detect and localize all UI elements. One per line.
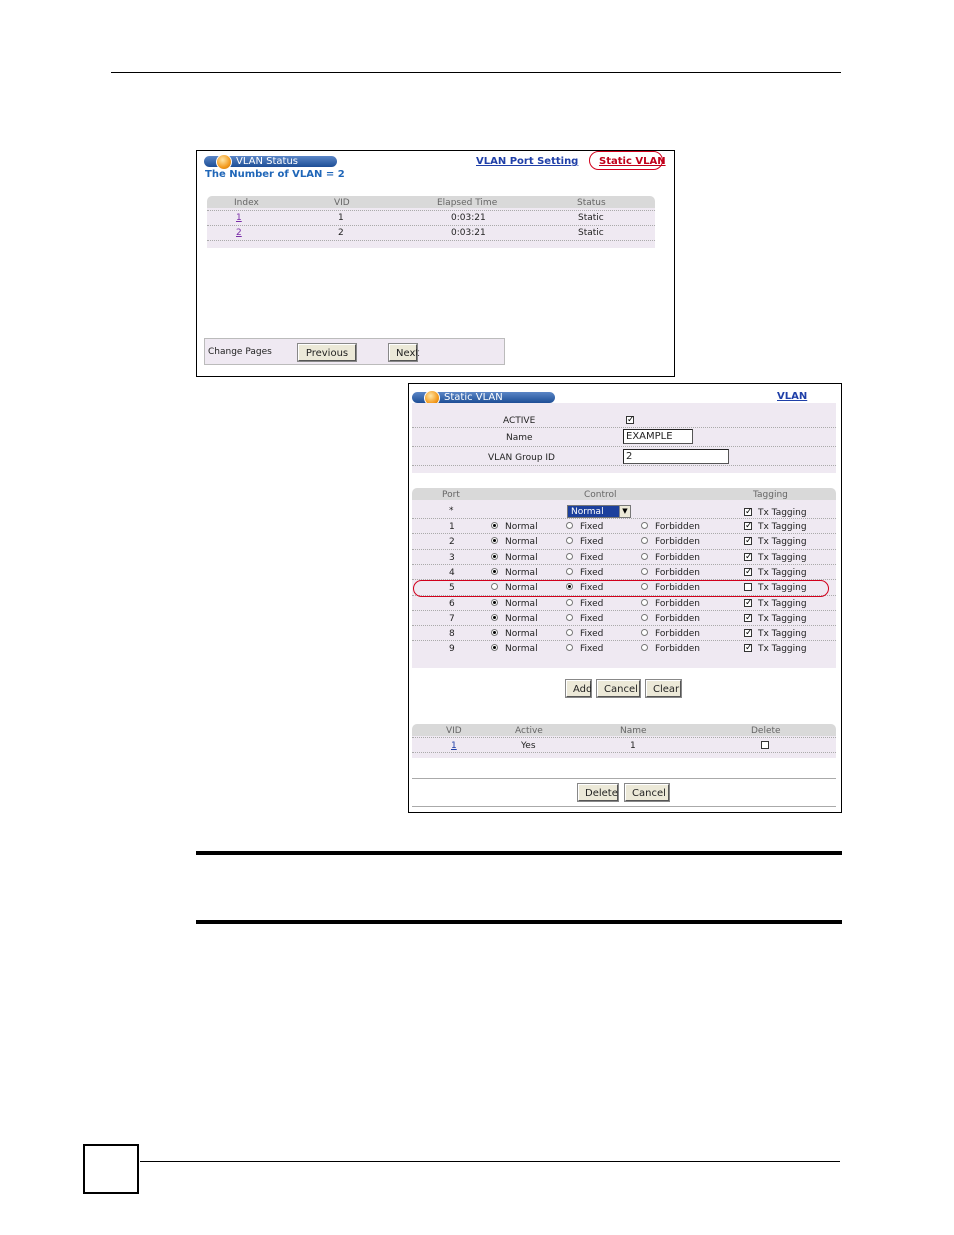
list-name: 1 [630, 741, 636, 751]
control-label-fixed: Fixed [580, 552, 604, 563]
tagging-label: Tx Tagging [758, 552, 807, 563]
previous-button[interactable]: Previous [298, 344, 356, 361]
control-radio-fixed[interactable] [566, 599, 573, 606]
control-label-forbidden: Forbidden [655, 567, 700, 578]
control-label-forbidden: Forbidden [655, 598, 700, 609]
highlight-oval [413, 580, 829, 597]
all-port-symbol: * [449, 506, 454, 516]
control-label-fixed: Fixed [580, 537, 604, 548]
control-radio-fixed[interactable] [566, 614, 573, 621]
name-input[interactable]: EXAMPLE [623, 429, 693, 444]
control-label-normal: Normal [505, 583, 538, 594]
control-label-forbidden: Forbidden [655, 613, 700, 624]
page-number-box [83, 1144, 139, 1194]
col-header-active: Active [515, 726, 543, 736]
cancel-button[interactable]: Cancel [597, 680, 640, 697]
tagging-label: Tx Tagging [758, 598, 807, 609]
control-radio-forbidden[interactable] [641, 522, 648, 529]
control-label-normal: Normal [505, 522, 538, 532]
control-radio-forbidden[interactable] [641, 553, 648, 560]
control-label-normal: Normal [505, 567, 538, 578]
control-radio-normal[interactable] [491, 614, 498, 621]
control-radio-forbidden[interactable] [641, 599, 648, 606]
static-vlan-title-pill [412, 392, 555, 403]
control-radio-normal[interactable] [491, 599, 498, 606]
port-number: 1 [449, 522, 455, 532]
control-label-normal: Normal [505, 598, 538, 609]
vlan-status-title-pill [204, 156, 337, 167]
row-status: Static [578, 213, 604, 223]
vlan-count-text: The Number of VLAN = 2 [205, 169, 345, 180]
port-number: 8 [449, 629, 455, 640]
row-vid: 1 [338, 213, 344, 223]
control-label-forbidden: Forbidden [655, 629, 700, 640]
tagging-checkbox[interactable]: ✓ [745, 628, 753, 639]
tagging-label: Tx Tagging [758, 537, 807, 548]
clear-button[interactable]: Clear [646, 680, 681, 697]
row-vid: 2 [338, 228, 344, 238]
control-label-fixed: Fixed [580, 613, 604, 624]
footer-rule [140, 1161, 840, 1162]
tagging-label: Tx Tagging [758, 583, 807, 594]
control-label-normal: Normal [505, 613, 538, 624]
control-label-normal: Normal [505, 537, 538, 548]
footer-divider [412, 778, 836, 779]
port-number: 9 [449, 644, 455, 655]
col-header-delete: Delete [751, 726, 781, 736]
all-tagging-label: Tx Tagging [758, 508, 807, 518]
tagging-label: Tx Tagging [758, 613, 807, 624]
delete-button[interactable]: Delete [578, 784, 618, 801]
static-vlan-title: Static VLAN [444, 392, 503, 403]
row-elapsed: 0:03:21 [451, 228, 486, 238]
col-header-index: Index [234, 198, 259, 208]
all-tagging-checkbox[interactable]: ✓ [745, 507, 753, 517]
port-number: 5 [449, 583, 455, 594]
control-label-normal: Normal [505, 629, 538, 640]
control-label-fixed: Fixed [580, 644, 604, 655]
port-number: 4 [449, 567, 455, 578]
col-header-vid: VID [446, 726, 462, 736]
row-index-link[interactable]: 1 [236, 213, 242, 223]
tagging-checkbox[interactable]: ✓ [745, 612, 753, 623]
footer-divider-bottom [412, 806, 836, 807]
tagging-label: Tx Tagging [758, 644, 807, 655]
cancel-button-2[interactable]: Cancel [625, 784, 669, 801]
all-control-value: Normal [571, 507, 604, 517]
control-radio-fixed[interactable] [566, 522, 573, 529]
name-label: Name [506, 433, 533, 443]
control-radio-forbidden[interactable] [641, 568, 648, 575]
port-number: 3 [449, 552, 455, 563]
static-vlan-panel [408, 383, 842, 813]
group-id-label: VLAN Group ID [488, 453, 555, 463]
note-rule-top [196, 851, 842, 855]
control-label-forbidden: Forbidden [655, 537, 700, 548]
list-delete-checkbox[interactable] [761, 741, 769, 749]
active-label: ACTIVE [503, 416, 536, 426]
group-id-input[interactable]: 2 [623, 449, 729, 464]
change-pages-label: Change Pages [208, 347, 272, 357]
control-label-fixed: Fixed [580, 583, 604, 594]
header-rule [111, 72, 841, 73]
col-header-port: Port [442, 490, 460, 500]
col-header-status: Status [577, 198, 606, 208]
tagging-checkbox[interactable]: ✓ [745, 551, 753, 562]
tagging-checkbox[interactable]: ✓ [745, 643, 753, 654]
static-vlan-link[interactable]: Static VLAN [599, 156, 666, 167]
port-number: 2 [449, 537, 455, 548]
control-radio-fixed[interactable] [566, 553, 573, 560]
col-header-tagging: Tagging [753, 490, 788, 500]
tagging-checkbox[interactable]: ✓ [745, 521, 753, 531]
control-radio-normal[interactable] [491, 522, 498, 529]
col-header-name: Name [620, 726, 647, 736]
port-number: 7 [449, 613, 455, 624]
control-label-fixed: Fixed [580, 629, 604, 640]
control-radio-normal[interactable] [491, 553, 498, 560]
tagging-label: Tx Tagging [758, 567, 807, 578]
control-label-fixed: Fixed [580, 598, 604, 609]
port-number: 6 [449, 598, 455, 609]
control-label-normal: Normal [505, 552, 538, 563]
row-index-link[interactable]: 2 [236, 228, 242, 238]
control-label-fixed: Fixed [580, 522, 604, 532]
vlan-port-setting-link[interactable]: VLAN Port Setting [476, 156, 579, 167]
vlan-status-link[interactable]: VLAN [777, 391, 808, 402]
next-button[interactable]: Next [389, 344, 417, 361]
control-radio-normal[interactable] [491, 568, 498, 575]
vlan-status-panel [196, 150, 675, 377]
tagging-checkbox[interactable]: ✓ [745, 566, 753, 577]
row-elapsed: 0:03:21 [451, 213, 486, 223]
active-checkbox[interactable]: ✓ [627, 415, 635, 425]
orb-icon [216, 154, 232, 170]
all-control-select[interactable] [567, 505, 631, 518]
control-label-forbidden: Forbidden [655, 644, 700, 655]
note-rule-bottom [196, 920, 842, 924]
list-vid-link[interactable]: 1 [451, 741, 457, 751]
tagging-checkbox[interactable]: ✓ [745, 597, 753, 608]
control-label-fixed: Fixed [580, 567, 604, 578]
row-status: Static [578, 228, 604, 238]
control-label-normal: Normal [505, 644, 538, 655]
col-header-vid: VID [334, 198, 350, 208]
tagging-label: Tx Tagging [758, 522, 807, 532]
col-header-control: Control [584, 490, 617, 500]
list-table-band [412, 736, 836, 758]
control-label-forbidden: Forbidden [655, 552, 700, 563]
control-radio-fixed[interactable] [566, 568, 573, 575]
tagging-label: Tx Tagging [758, 629, 807, 640]
control-label-forbidden: Forbidden [655, 583, 700, 594]
list-active: Yes [521, 741, 536, 751]
add-button[interactable]: Add [566, 680, 591, 697]
control-label-forbidden: Forbidden [655, 522, 700, 532]
col-header-elapsed: Elapsed Time [437, 198, 498, 208]
tagging-checkbox[interactable]: ✓ [745, 536, 753, 547]
control-radio-forbidden[interactable] [641, 614, 648, 621]
vlan-status-title: VLAN Status [236, 156, 299, 167]
chevron-down-icon: ▼ [619, 506, 630, 517]
